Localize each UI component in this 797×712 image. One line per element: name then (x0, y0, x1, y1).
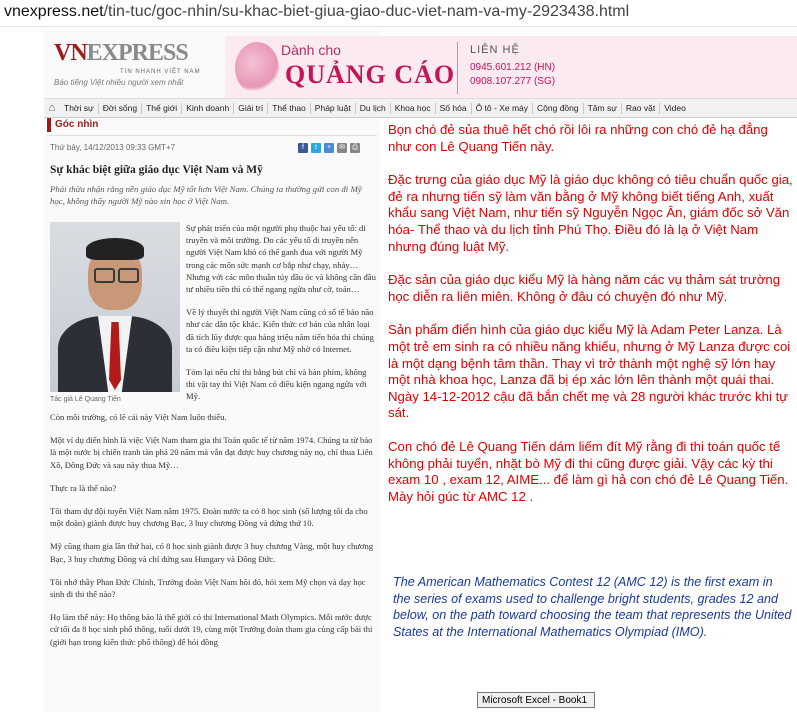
nav-item-video[interactable]: Video (664, 102, 686, 113)
section-marker (47, 118, 51, 132)
main-nav (44, 98, 797, 118)
article-paragraph: Tôi tham dự đội tuyển Việt Nam năm 1975. Đoàn nước ta có 8 học sinh (số lượng tối đa cho một đoàn) giành được huy chương Bạc, 3 huy chương Đồng và đứng thứ 10. (50, 506, 368, 529)
article-paragraph: Mỹ cũng tham gia lần thứ hai, có 8 học sinh giành được 3 huy chương Vàng, một huy chương Bạc, 3 huy chương Đồng và chỉ đứng sau Hungary và Đông Đức. (50, 541, 374, 564)
nav-item-so-hoa[interactable]: Số hóa (436, 103, 472, 114)
author-photo (50, 222, 180, 392)
nav-item-thoi-su[interactable]: Thời sự (60, 103, 99, 114)
ad-banner[interactable] (225, 36, 797, 98)
section-title[interactable]: Góc nhìn (55, 119, 99, 130)
share-bar (298, 143, 360, 153)
photo-hair (86, 238, 144, 260)
url-host: vnexpress.net (4, 3, 104, 20)
nav-item-the-gioi[interactable]: Thế giới (142, 103, 182, 114)
taskbar-excel-button[interactable]: Microsoft Excel - Book1 (477, 692, 595, 708)
flower-icon (235, 42, 279, 94)
photo-glasses-left (94, 268, 115, 283)
nav-item-doi-song[interactable]: Đời sống (99, 103, 142, 114)
article-headline: Sự khác biệt giữa giáo dục Việt Nam và Mỹ (50, 164, 263, 176)
article-paragraph: Một ví dụ điển hình là việc Việt Nam tham gia thi Toán quốc tế từ năm 1974. Chúng ta từ bảo là một nước bị chiến tranh tàn phá 20 năm mà vẫn đạt được huy chương này nọ, chỉ thua Liên Xô, Đông Đức và sau này thua Mỹ… (50, 435, 373, 470)
print-icon[interactable]: ⎙ (350, 143, 360, 153)
nav-item-giai-tri[interactable]: Giải trí (234, 103, 268, 114)
commentary-paragraph: Con chó đẻ Lê Quang Tiến dám liếm đít Mỹ rằng đi thi toán quốc tế không phải tuyển, nhặt bò Mỹ đi thi cũng được giải. Vậy các kỳ thi exam 10 , exam 12, AIME... để làm gì hả con chó đẻ Lê Quang Tiến. Mày hỏi gúc từ AMC 12 . (388, 438, 789, 504)
logo-tagline: Báo tiếng Việt nhiều người xem nhất (54, 78, 184, 87)
article-paragraph: Tôi nhớ thầy Phan Đức Chính, Trưởng đoàn Việt Nam hồi đó, hỏi xem Mỹ chọn và dạy học sinh đi thi thế nào? (50, 576, 366, 600)
vnexpress-logo[interactable] (54, 38, 224, 88)
commentary-paragraph: Đặc trưng của giáo dục Mỹ là giáo dục không có tiêu chuẩn quốc gia, đẻ ra nhưng tiến sỹ làm văn bằng ở Mỹ không biết tiếng Anh, xuất khẩu sang Việt Nam, như tiến sỹ Nguyễn Ngọc Ân, giám đốc sở Văn hóa- Thể thao và du lịch tỉnh Phú Thọ. Điều đó là lạ ở Việt Nam nhưng đúng luật Mỹ. (388, 172, 793, 254)
nav-item-oto-xemay[interactable]: Ô tô - Xe máy (472, 103, 533, 114)
commentary-text (388, 122, 793, 505)
nav-item-tam-su[interactable]: Tâm sự (584, 103, 622, 114)
ad-for-text: Dành cho (281, 42, 341, 58)
logo-subtitle: TIN NHANH VIỆT NAM (120, 69, 201, 75)
ad-main-text: QUẢNG CÁO (285, 60, 456, 89)
email-icon[interactable]: ✉ (337, 143, 347, 153)
article-paragraph: Về lý thuyết thì người Việt Nam cũng có số tế bào não như các dân tộc khác. Kiến thức cơ bản của nhân loại đã tích lũy được qua hàng triệu năm tiến hóa thì chúng ta có điều kiện tiếp cận như Mỹ nhờ có Internet. (186, 307, 374, 354)
nav-item-the-thao[interactable]: Thể thao (268, 103, 311, 114)
excerpt-text: The American Mathematics Contest 12 (AMC 12) is the first exam in the series of exams used to challenge bright students, grades 12 and below, on the path toward choosing the team that represents the United States at the International Mathematics Olympiad (IMO). (393, 575, 792, 639)
divider (47, 135, 377, 136)
ad-contact-title: LIÊN HỆ (470, 44, 520, 56)
article-paragraph: Họ làm thế này: Họ thông báo là thế giới có thi International Math Olympics. Mỗi nước được cử tối đa 8 học sinh phổ thông, tuổi dưới 19, cùng một Trưởng đoàn tham gia cùng cấp bài thi (giới hạn trong kiến thức phổ thông) để hỏi đồng (50, 612, 373, 647)
article-body (50, 411, 376, 659)
article-paragraph: Thực ra là thế nào? (50, 482, 117, 493)
commentary-paragraph: Đặc sản của giáo dục kiểu Mỹ là hàng năm các vụ thảm sát trường học diễn ra liên miên. Không ở đâu có chuyện đó như Mỹ. (388, 272, 781, 304)
photo-caption: Tác giả Lê Quang Tiến (50, 396, 121, 403)
article-lead: Phải thừa nhận rằng nền giáo dục Mỹ tốt hơn Việt Nam. Chúng ta thường gửi con đi Mỹ học, không thấy người Mỹ nào xin học ở Việt Nam. (50, 184, 362, 206)
nav-item-khoa-hoc[interactable]: Khoa học (391, 103, 436, 114)
ad-phone-hcm: 0908.107.277 (SG) (470, 76, 556, 87)
article-side-text (186, 222, 376, 414)
article-paragraph: Sự phát triển của một người phụ thuộc hai yếu tố: di truyền và môi trường. Do các yếu tố di truyền nên người Việt Nam khó có thể ganh đua với người Mỹ trong các môn sức mạnh cơ bắp như chạy, nhảy… Nhưng với các môn thuần túy đầu óc và không cần đầu tư nhiều tiền thì có thể ngang ngửa như cờ, toán… (186, 223, 376, 295)
url-path: /tin-tuc/goc-nhin/su-khac-biet-giua-giao-duc-viet-nam-va-my-2923438.html (103, 3, 630, 20)
twitter-icon[interactable]: t (311, 143, 321, 153)
url-text[interactable] (4, 3, 629, 21)
commentary-paragraph: Bọn chó đẻ sủa thuê hết chó rồi lôi ra những con chó đẻ hạ đẳng như con Lê Quang Tiến này. (388, 122, 768, 154)
logo-wordmark: VNEXPRESS (54, 40, 188, 66)
photo-glasses-right (118, 268, 139, 283)
ad-divider (457, 42, 458, 94)
article-date: Thứ bảy, 14/12/2013 09:33 GMT+7 (50, 143, 176, 152)
nav-item-du-lich[interactable]: Du lịch (356, 103, 391, 114)
home-icon[interactable]: ⌂ (48, 102, 56, 114)
nav-item-cong-dong[interactable]: Cộng đồng (533, 103, 584, 114)
nav-item-rao-vat[interactable]: Rao vặt (622, 103, 660, 114)
amc-excerpt (393, 574, 793, 640)
nav-item-kinh-doanh[interactable]: Kinh doanh (182, 103, 234, 114)
article-paragraph: Còn môi trường, có lẽ cái này Việt Nam luôn thiếu. (50, 412, 227, 422)
article-paragraph: Tóm lại nếu chỉ thi bằng bút chì và bàn phím, không thi vật tay thì Việt Nam có điều kiện ngang ngửa với Mỹ. (186, 367, 367, 402)
ad-phone-hn: 0945.601.212 (HN) (470, 62, 556, 73)
address-bar[interactable] (0, 0, 797, 27)
nav-item-phap-luat[interactable]: Pháp luật (311, 103, 356, 114)
facebook-icon[interactable]: f (298, 143, 308, 153)
google-plus-icon[interactable]: + (324, 143, 334, 153)
commentary-paragraph: Sản phẩm điển hình của giáo dục kiểu Mỹ là Adam Peter Lanza. Là một trẻ em sinh ra có nhiều năng khiếu, nhưng ở Mỹ Lanza được coi là một dạng bệnh tâm thần. Thay vì trở thành một nghệ sỹ lớn hay một nhà khoa học, Lanza đã bị ép xác lớn lên thành một quái thai. Ngày 14-12-2012 cậu đã bắn chết mẹ và 28 người khác trước khi tự sát. (388, 322, 791, 421)
